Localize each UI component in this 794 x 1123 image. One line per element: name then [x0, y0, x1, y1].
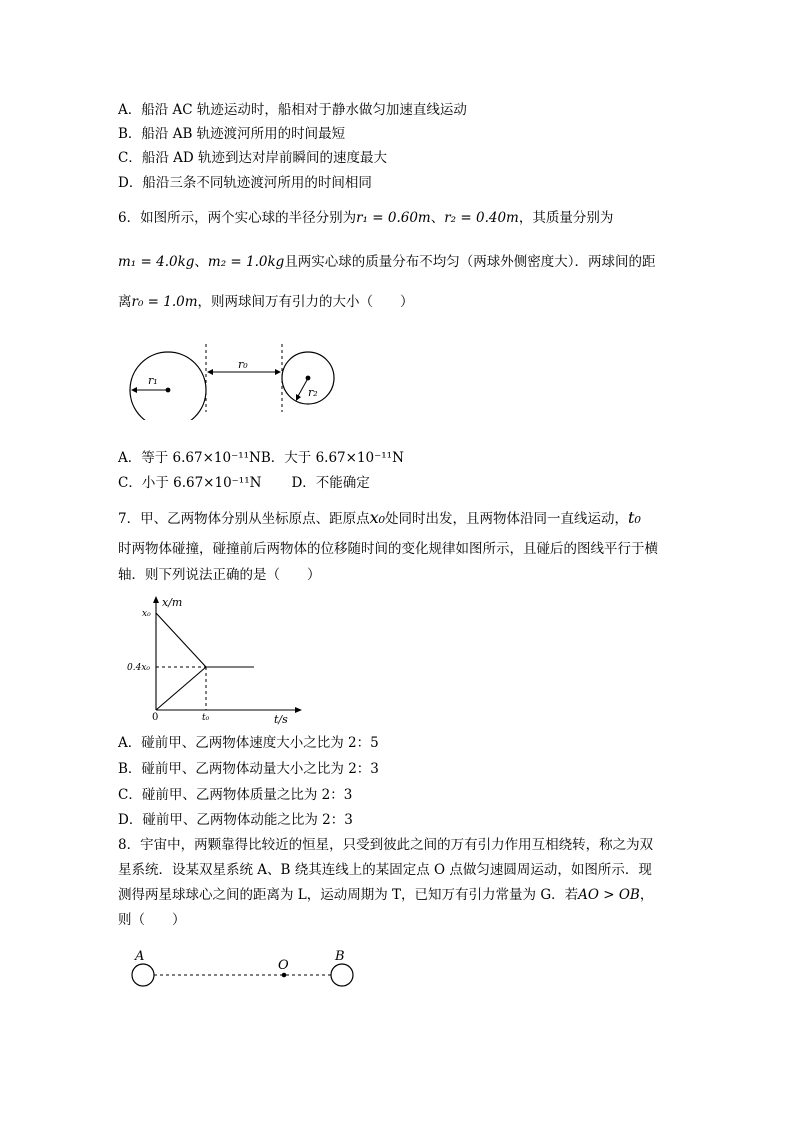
q6-fig-r1-label: r₁ [148, 374, 158, 387]
q7-stem-line1 [118, 509, 641, 528]
q5-option-d: D．船沿三条不同轨迹渡河所用的时间相同 [118, 175, 372, 191]
q8-center-point-o [282, 973, 287, 978]
q7-y-axis-label: x/m [162, 596, 183, 609]
q7-x-axis-arrow [295, 707, 302, 713]
q7-option-c: C．碰前甲、乙两物体质量之比为 2：3 [118, 787, 353, 803]
q6-r1-arrowhead [131, 387, 137, 393]
q6-stem-line2-post: 且两实心球的质量分布不均匀（两球外侧密度大）．两球间的距 [284, 254, 656, 270]
q6-r1-value: r₁ = 0.60m [356, 210, 431, 226]
q6-sphere-1 [130, 352, 206, 420]
q6-stem-line3-post: ，则两球间万有引力的大小（ ） [197, 294, 414, 310]
q7-t0-symbol: t₀ [628, 508, 641, 527]
q6-options-line1 [118, 449, 404, 467]
q6-r0-arrowhead-left [207, 369, 213, 375]
q6-sphere-1-center [166, 388, 171, 393]
q6-stem-pre: 6．如图所示，两个实心球的半径分别为 [118, 210, 357, 226]
q6-stem-post: ，其质量分别为 [518, 210, 614, 226]
q7-x-axis-label: t/s [274, 713, 288, 726]
q8-label-b: B [335, 949, 345, 964]
q6-option-a: A．等于 6.67×10⁻¹¹N [118, 450, 261, 466]
q6-m2-value: m₂ = 1.0kg [207, 254, 285, 270]
q6-sphere-2-center [306, 376, 311, 381]
q6-option-d: D．不能确定 [291, 475, 370, 491]
q7-x0-symbol: x₀ [369, 508, 386, 527]
q6-r2-arrow [297, 380, 307, 398]
q6-option-c: C．小于 6.67×10⁻¹¹N [118, 475, 262, 491]
q6-fig-r0-label: r₀ [238, 358, 248, 371]
q8-star-b [331, 964, 353, 986]
q8-stem-line4: 则（ ） [118, 912, 186, 928]
q7-line-object-b [156, 613, 206, 667]
q6-stem-line3 [118, 293, 414, 311]
q7-stem-line3: 轴．则下列说法正确的是（ ） [118, 567, 321, 583]
q8-stem-line3-post: ， [639, 887, 654, 903]
q6-r0-arrowhead-right [275, 369, 281, 375]
q7-option-a: A．碰前甲、乙两物体速度大小之比为 2：5 [118, 735, 379, 751]
q6-options-line2 [118, 474, 370, 492]
q7-line-object-a [156, 667, 206, 710]
q8-label-a: A [135, 949, 145, 964]
q8-binary-star-figure [124, 946, 364, 992]
q6-m1-value: m₁ = 4.0kg [118, 254, 195, 270]
q6-stem-line1 [118, 209, 613, 227]
q5-option-b: B．船沿 AB 轨迹渡河所用的时间最短 [118, 126, 346, 142]
q7-y-tick-x0: x₀ [142, 609, 151, 619]
q6-sep1: 、 [430, 210, 445, 226]
q8-condition: AO > OB [578, 887, 640, 903]
q6-fig-r2-label: r₂ [308, 386, 318, 399]
q8-stem-line3-pre: 测得两星球球心之间的距离为 L，运动周期为 T，已知万有引力常量为 G．若 [118, 887, 579, 903]
q6-sep2: 、 [194, 254, 208, 270]
q7-option-d: D．碰前甲、乙两物体动能之比为 2：3 [118, 812, 353, 828]
q7-stem-pre: 7．甲、乙两物体分别从坐标原点、距原点 [118, 511, 370, 527]
q6-r0-value: r₀ = 1.0m [131, 294, 198, 310]
q6-stem-line2 [118, 253, 656, 271]
q7-y-axis-arrow [153, 596, 159, 603]
q8-label-o: O [278, 958, 289, 973]
q7-stem-mid: 处同时出发，且两物体沿同一直线运动， [385, 511, 629, 527]
q6-r2-value: r₂ = 0.40m [444, 210, 519, 226]
q7-option-b: B．碰前甲、乙两物体动量大小之比为 2：3 [118, 761, 379, 777]
q6-stem-line3-pre: 离 [118, 294, 132, 310]
q7-stem-line2: 时两物体碰撞，碰撞前后两物体的位移随时间的变化规律如图所示，且碰后的图线平行于横 [118, 541, 658, 557]
q8-stem-line3 [118, 886, 653, 904]
q5-option-a: A．船沿 AC 轨迹运动时，船相对于静水做匀加速直线运动 [118, 102, 467, 118]
q6-option-b: B．大于 6.67×10⁻¹¹N [260, 450, 404, 466]
q7-origin-label: 0 [152, 712, 159, 723]
q8-star-a [132, 964, 154, 986]
q5-option-c: C．船沿 AD 轨迹到达对岸前瞬间的速度最大 [118, 150, 387, 166]
q7-x-tick-t0: t₀ [202, 713, 210, 723]
q8-stem-line2: 星系统．设某双星系统 A、B 绕其连线上的某固定点 O 点做匀速圆周运动，如图所示．现 [118, 862, 652, 878]
q6-two-spheres-figure [120, 340, 350, 420]
q7-y-tick-04x0: 0.4x₀ [127, 663, 150, 673]
q8-stem-line1: 8．宇宙中，两颗靠得比较近的恒星，只受到彼此之间的万有引力作用互相绕转，称之为双 [118, 837, 654, 853]
q7-displacement-time-graph [118, 592, 308, 726]
